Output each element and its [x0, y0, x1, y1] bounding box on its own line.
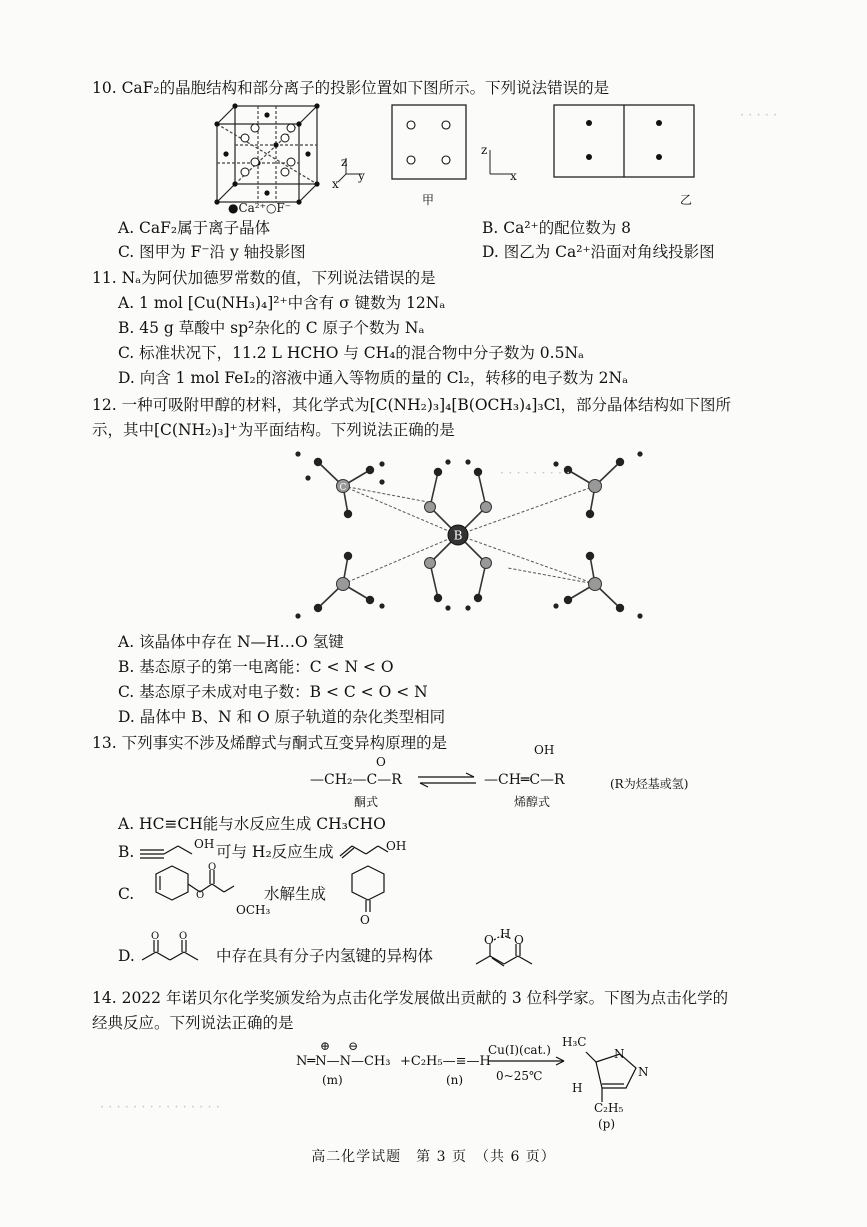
q11-option-a: A. 1 mol [Cu(NH₃)₄]²⁺中含有 σ 键数为 12Nₐ — [118, 294, 446, 312]
q13-option-b-prefix: B. — [118, 843, 135, 861]
q13-option-b-oh2: OH — [386, 839, 407, 853]
q14-product-h: H — [572, 1081, 583, 1095]
center-atom-label: B — [453, 528, 463, 543]
q13-option-c-product — [340, 862, 400, 924]
q13-option-d-o2: O — [514, 933, 524, 947]
q14-product-c2h5: C₂H₅ — [594, 1101, 624, 1115]
q13-option-c-och3: OCH₃ — [236, 903, 271, 917]
q13-option-b-text: 可与 H₂反应生成 — [216, 843, 334, 861]
q10-stem: 10. CaF₂的晶胞结构和部分离子的投影位置如下图所示。下列说法错误的是 — [92, 79, 610, 97]
q14-minus-sign: ⊖ — [348, 1039, 359, 1053]
q13-keto-o: O — [376, 755, 386, 769]
q13-option-c-text: 水解生成 — [264, 885, 327, 903]
q14-reactant-n: +C₂H₅—≡—H — [400, 1054, 491, 1069]
q14-product-h3c: H₃C — [562, 1035, 587, 1049]
q13-option-d-h: H — [500, 927, 511, 941]
q11-stem: 11. Nₐ为阿伏加德罗常数的值，下列说法错误的是 — [92, 269, 436, 287]
q13-option-b-reactant — [138, 838, 202, 864]
q14-plus-sign: ⊕ — [320, 1039, 331, 1053]
q12-option-a: A. 该晶体中存在 N—H…O 氢键 — [118, 633, 344, 651]
q14-product-n2: N — [638, 1065, 649, 1079]
q10-label-jia: 甲 — [422, 193, 435, 207]
q11-option-b: B. 45 g 草酸中 sp²杂化的 C 原子个数为 Nₐ — [118, 319, 425, 337]
q13-option-b-product — [338, 836, 392, 864]
q13-stem: 13. 下列事实不涉及烯醇式与酮式互变异构原理的是 — [92, 734, 448, 752]
q14-label-p: (p) — [598, 1117, 616, 1131]
q13-option-c-prefix: C. — [118, 885, 135, 903]
q10-legend: ●Ca²⁺○F⁻ — [228, 201, 292, 215]
q14-reactant-m: N═N—N—CH₃ — [296, 1054, 391, 1069]
axis-z-jia: z — [481, 143, 488, 157]
q13-option-d-diketone — [138, 930, 214, 970]
c-atom-label: C — [339, 483, 347, 493]
page-footer: 高二化学试题 第 3 页 （共 6 页） — [311, 1149, 556, 1165]
q13-enol-oh: OH — [534, 743, 555, 757]
q14-label-m: (m) — [322, 1073, 343, 1087]
q14-reaction-arrow — [486, 1056, 568, 1066]
q12-stem-line1: 12. 一种可吸附甲醇的材料，其化学式为[C(NH₂)₃]₄[B(OCH₃)₄]₃Cl，部分晶体结构如下图所 — [92, 396, 731, 414]
q11-option-c: C. 标准状况下，11.2 L HCHO 与 CH₄的混合物中分子数为 0.5Nₐ — [118, 344, 584, 362]
q13-note: (R为烃基或氢) — [610, 777, 689, 791]
q14-condition-top: Cu(Ⅰ)(cat.) — [488, 1043, 551, 1057]
svg-text:O: O — [151, 931, 160, 942]
q14-product-n1: N — [614, 1047, 625, 1061]
q14-stem-line2: 经典反应。下列说法正确的是 — [92, 1014, 294, 1032]
svg-text:O: O — [196, 890, 205, 901]
axis-y-cube: y — [358, 169, 365, 183]
q13-equilibrium-arrow — [414, 772, 480, 788]
q13-option-d-text: 中存在具有分子内氢键的异构体 — [216, 947, 434, 965]
svg-text:O: O — [208, 862, 217, 873]
axis-x-jia: x — [510, 169, 517, 183]
q14-condition-bottom: 0~25℃ — [496, 1069, 543, 1083]
axis-z-cube: z — [341, 155, 348, 169]
q13-keto-formula: —CH₂—C—R — [310, 772, 402, 788]
q13-option-a: A. HC≡CH能与水反应生成 CH₃CHO — [118, 815, 386, 833]
q10-figure-yi — [552, 103, 698, 181]
q14-label-n: (n) — [446, 1073, 464, 1087]
q12-crystal-structure — [278, 442, 660, 628]
q13-option-d-prefix: D. — [118, 947, 135, 965]
q12-option-b: B. 基态原子的第一电离能：C < N < O — [118, 658, 394, 676]
q13-option-d-o: O — [484, 933, 494, 947]
q10-figure-jia — [390, 103, 470, 183]
q14-stem-line1: 14. 2022 年诺贝尔化学奖颁发给为点击化学发展做出贡献的 3 位科学家。下图为点击化学的 — [92, 989, 729, 1007]
q10-option-b: B. Ca²⁺的配位数为 8 — [482, 219, 632, 237]
q13-enol-label: 烯醇式 — [514, 795, 551, 809]
q10-label-yi: 乙 — [680, 193, 693, 207]
q12-option-c: C. 基态原子未成对电子数：B < C < O < N — [118, 683, 428, 701]
q13-option-c-o: O — [360, 913, 370, 927]
svg-text:O: O — [179, 931, 188, 942]
q13-option-b-oh: OH — [194, 837, 215, 851]
q13-keto-label: 酮式 — [354, 795, 379, 809]
q10-option-c: C. 图甲为 F⁻沿 y 轴投影图 — [118, 243, 306, 261]
q12-option-d: D. 晶体中 B、N 和 O 原子轨道的杂化类型相同 — [118, 708, 446, 726]
q10-option-a: A. CaF₂属于离子晶体 — [118, 219, 271, 237]
q12-stem-line2: 示，其中[C(NH₂)₃]⁺为平面结构。下列说法正确的是 — [92, 421, 455, 439]
q10-option-d: D. 图乙为 Ca²⁺沿面对角线投影图 — [482, 243, 715, 261]
exam-page: 10. CaF₂的晶胞结构和部分离子的投影位置如下图所示。下列说法错误的是 ●Ca²⁺○F⁻ z y x 甲 z x 乙 A. CaF₂属于离子晶体 B. Ca²⁺的配位数为 8 C. 图甲为 F⁻沿 y 轴投影图 D. 图乙为 Ca²⁺沿面对角线投影图 11. Nₐ为阿伏加德罗常数的值，下列说法错误的是 A. 1 mol [Cu(NH₃)₄]²⁺中含有 σ 键数为 12Nₐ B. 45 g 草酸中 sp²杂化的 C 原子个数为 Nₐ C. 标准状况下，11.2 L HCHO 与 CH₄的混合物中分子数为 0.5Nₐ D. 向含 1 mol FeI₂的溶液中通入等物质的量的 Cl₂，转移的电子数为 2Nₐ 12. 一种可吸附甲醇的材料，其化学式为[C(NH₂)₃]₄[B(OCH₃)₄]₃Cl，部分晶体结构如下图所 示，其中[C(NH₂)₃]⁺为平面结构。下列说法正确的是 B C A. 该晶体中存在 N—H…O 氢键 B. 基态原子的第一电离能：C < N < O C. 基态原子未成对电子数：B < C < O < N D. 晶体中 B、N 和 O 原子轨道的杂化类型相同 13. 下列事实不涉及烯醇式与酮式互变异构原理的是 O OH —CH₂—C—R —CH═C—R (R为烃基或氢) 酮式 烯醇式 A. HC≡CH能与水反应生成 CH₃CHO B. OH 可与 H₂反应生成 OH C. O O OCH₃ 水解生成 O D. O O 中存在具有分子内氢键的异构体 O H O 14. 2022 年诺贝尔化学奖颁发给为点击化学发展做出贡献的 3 位科学家。下图为点击化学的 经典反应。下列说法正确的是 ⊕ ⊖ N═N—N—CH₃ (m) +C₂H₅—≡—H (n) Cu(Ⅰ)(cat.) 0~25℃ H₃C N N H C₂H₅ (p) · · · · · · · · · · · · · · · · · · · · · · · · · · · · · 高二化学试题 第 3 页 （共 6 页） — [0, 0, 867, 1227]
axis-x-cube: x — [332, 177, 339, 191]
q11-option-d: D. 向含 1 mol FeI₂的溶液中通入等物质的量的 Cl₂，转移的电子数为 2Nₐ — [118, 369, 629, 387]
q13-enol-formula: —CH═C—R — [484, 772, 565, 788]
